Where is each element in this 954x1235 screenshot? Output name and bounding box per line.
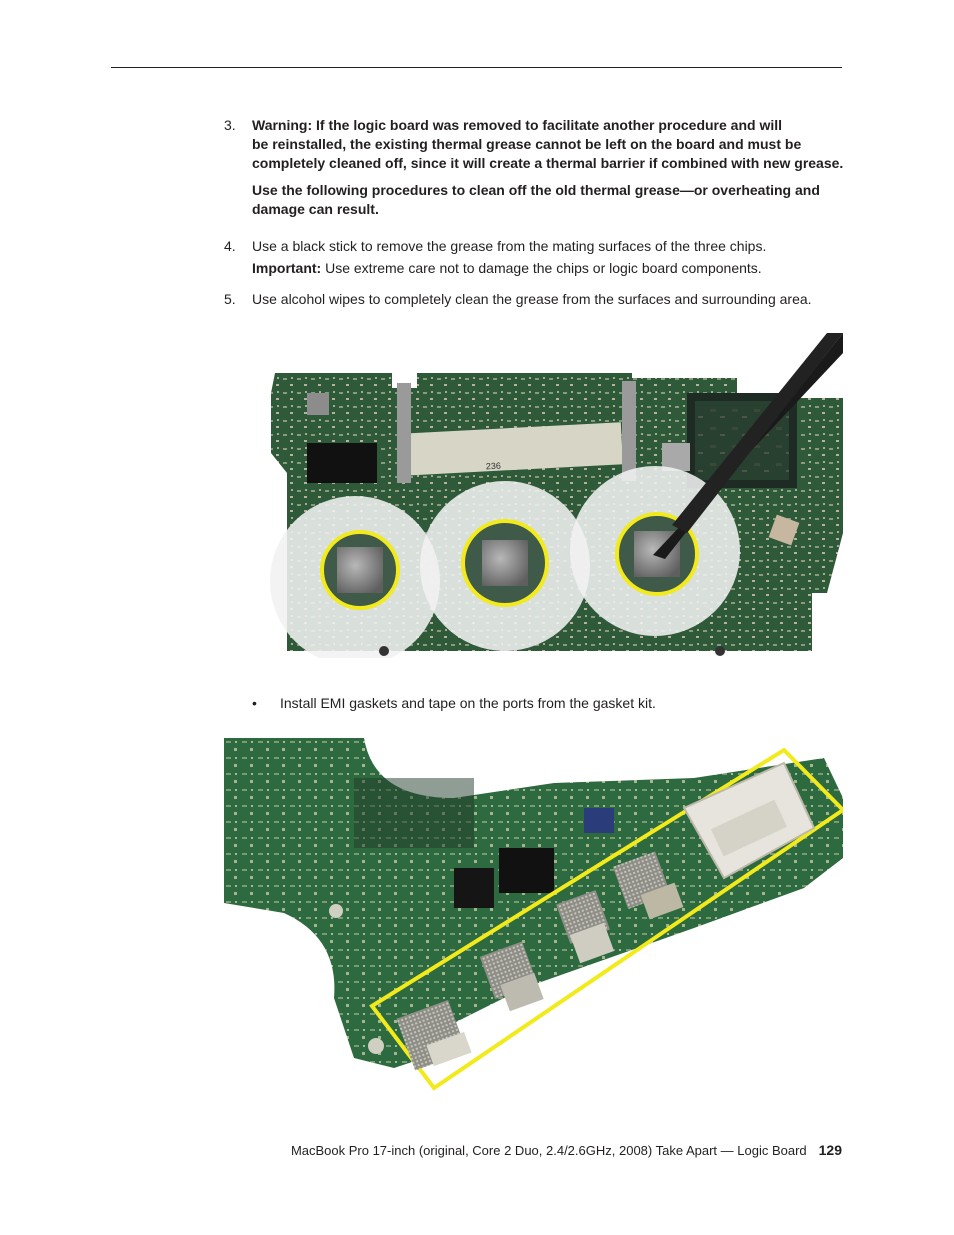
warning-line-2: be reinstalled, the existing thermal grease cannot be left on the board and must be (252, 136, 802, 152)
bullet-symbol: • (252, 695, 257, 711)
bullet-text: Install EMI gaskets and tape on the ports from the gasket kit. (280, 695, 656, 711)
logic-board-chips-illustration (267, 333, 843, 658)
dimm-label-text: 236 (485, 460, 502, 472)
step-4-text: Use a black stick to remove the grease from the mating surfaces of the three chips. (252, 238, 767, 254)
header-rule (111, 67, 842, 68)
follow-line-2: damage can result. (252, 201, 379, 217)
step-number: 3. (224, 117, 236, 133)
step-5-text: Use alcohol wipes to completely clean the grease from the surfaces and surrounding area. (252, 291, 812, 307)
page-number: 129 (818, 1142, 842, 1158)
logic-board-ports-illustration (224, 738, 843, 1091)
page-footer (291, 1141, 842, 1160)
important-note (252, 259, 844, 278)
important-text: Use extreme care not to damage the chips or logic board components. (321, 260, 762, 276)
figure-logic-board-ports (224, 738, 843, 1091)
footer-title: MacBook Pro 17-inch (original, Core 2 Duo, 2.4/2.6GHz, 2008) Take Apart — Logic Board (290, 1143, 807, 1158)
warning-line-3: completely cleaned off, since it will create a thermal barrier if combined with new grease. (252, 155, 844, 171)
step-number: 4. (224, 238, 236, 254)
important-label: Important: (252, 260, 322, 276)
warning-line-1: Warning: If the logic board was removed to facilitate another procedure and will (252, 117, 783, 133)
figure-logic-board-chips (267, 333, 843, 658)
follow-line-1: Use the following procedures to clean off the old thermal grease—or overheating and (252, 182, 820, 198)
step-number: 5. (224, 291, 236, 307)
